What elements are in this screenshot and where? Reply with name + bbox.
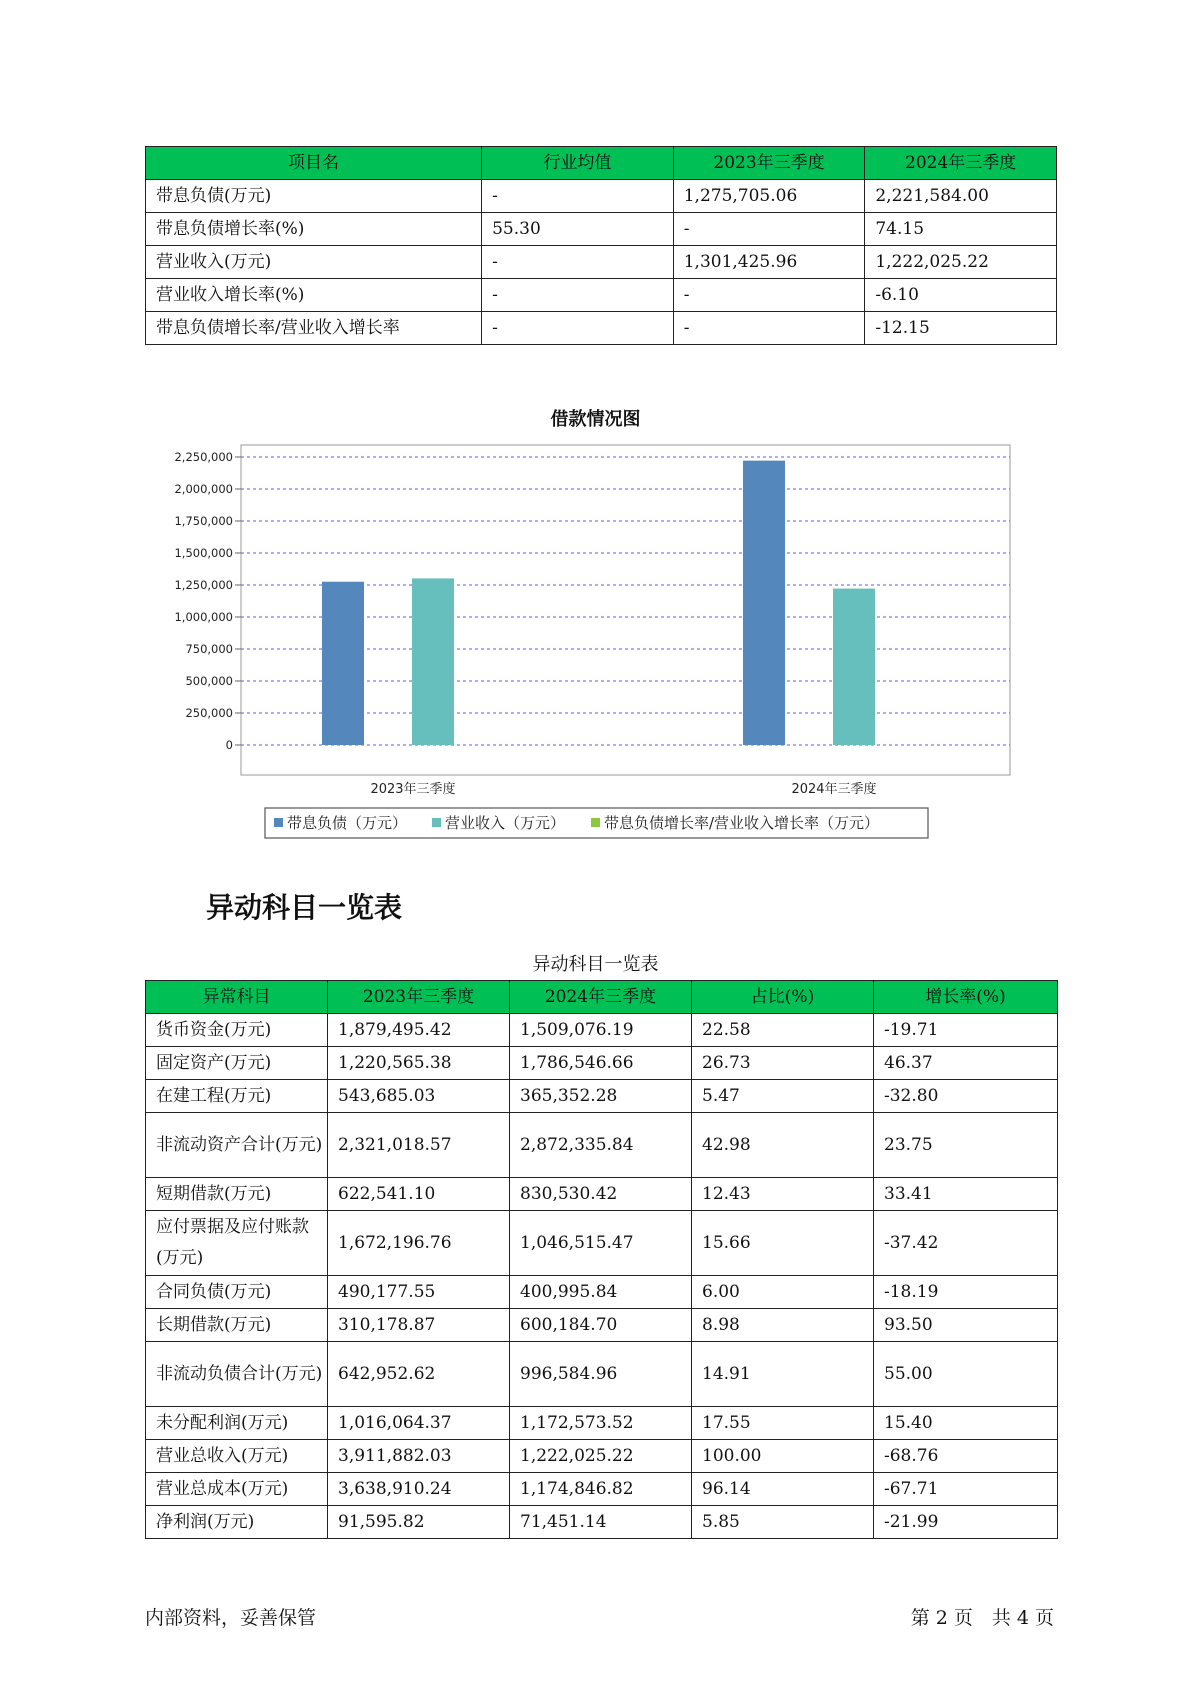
table-cell: 100.00 xyxy=(692,1440,874,1473)
x-category-label: 2024年三季度 xyxy=(791,782,877,797)
table-cell: 营业收入(万元) xyxy=(146,246,482,279)
table-row xyxy=(146,1080,1058,1113)
table-cell: -32.80 xyxy=(874,1080,1058,1113)
table-cell: 应付票据及应付账款(万元) xyxy=(146,1211,328,1276)
legend-swatch xyxy=(274,818,283,827)
table-row xyxy=(146,1276,1058,1309)
table-row xyxy=(146,1014,1058,1047)
legend-label: 带息负债增长率/营业收入增长率（万元） xyxy=(604,814,880,832)
header-cell: 增长率(%) xyxy=(874,981,1058,1014)
table-row xyxy=(146,1113,1058,1178)
table-row xyxy=(146,1047,1058,1080)
chart-title: 借款情况图 xyxy=(550,409,641,430)
x-category-label: 2023年三季度 xyxy=(370,782,456,797)
header-cell: 2023年三季度 xyxy=(328,981,510,1014)
table-cell: 1,879,495.42 xyxy=(328,1014,510,1047)
table-cell: - xyxy=(673,312,865,345)
header-cell: 异常科目 xyxy=(146,981,328,1014)
table-cell: 8.98 xyxy=(692,1309,874,1342)
y-tick-label: 1,750,000 xyxy=(174,514,233,528)
header-cell: 2024年三季度 xyxy=(865,147,1057,180)
table-cell: 55.30 xyxy=(482,213,674,246)
header-cell: 占比(%) xyxy=(692,981,874,1014)
table-cell: 1,016,064.37 xyxy=(328,1407,510,1440)
table-cell: 5.85 xyxy=(692,1506,874,1539)
table-cell: -19.71 xyxy=(874,1014,1058,1047)
page-mid: 页 共 xyxy=(953,1607,1011,1629)
table-cell: 1,174,846.82 xyxy=(510,1473,692,1506)
table-cell: -6.10 xyxy=(865,279,1057,312)
table-cell: -37.42 xyxy=(874,1211,1058,1276)
table-cell: 490,177.55 xyxy=(328,1276,510,1309)
table-cell: 带息负债增长率(%) xyxy=(146,213,482,246)
header-cell: 行业均值 xyxy=(482,147,674,180)
table-cell: 15.40 xyxy=(874,1407,1058,1440)
table-cell: 14.91 xyxy=(692,1342,874,1407)
table-cell: 合同负债(万元) xyxy=(146,1276,328,1309)
y-tick-label: 1,500,000 xyxy=(174,546,233,560)
table-cell: 3,638,910.24 xyxy=(328,1473,510,1506)
y-tick-label: 500,000 xyxy=(185,674,233,688)
table-cell: 2,221,584.00 xyxy=(865,180,1057,213)
table-cell: 长期借款(万元) xyxy=(146,1309,328,1342)
table-cell: 46.37 xyxy=(874,1047,1058,1080)
table-cell: 带息负债(万元) xyxy=(146,180,482,213)
table-cell: 17.55 xyxy=(692,1407,874,1440)
header-cell: 2023年三季度 xyxy=(673,147,865,180)
table-row xyxy=(146,1407,1058,1440)
table-cell: - xyxy=(482,246,674,279)
table-cell: 1,509,076.19 xyxy=(510,1014,692,1047)
legend-label: 营业收入（万元） xyxy=(445,814,566,832)
table-cell: -12.15 xyxy=(865,312,1057,345)
table-cell: 830,530.42 xyxy=(510,1178,692,1211)
table-cell: 22.58 xyxy=(692,1014,874,1047)
y-tick-label: 250,000 xyxy=(185,706,233,720)
table-cell: 货币资金(万元) xyxy=(146,1014,328,1047)
table-cell: 1,301,425.96 xyxy=(673,246,865,279)
header-cell: 2024年三季度 xyxy=(510,981,692,1014)
table-cell: 2,321,018.57 xyxy=(328,1113,510,1178)
table-cell: 短期借款(万元) xyxy=(146,1178,328,1211)
table-row xyxy=(146,1473,1058,1506)
table-cell: 1,222,025.22 xyxy=(865,246,1057,279)
table-cell: 93.50 xyxy=(874,1309,1058,1342)
table-cell: 1,222,025.22 xyxy=(510,1440,692,1473)
bar-revenue-1 xyxy=(833,589,875,745)
table-cell: 营业收入增长率(%) xyxy=(146,279,482,312)
table-cell: 1,672,196.76 xyxy=(328,1211,510,1276)
table-cell: 1,172,573.52 xyxy=(510,1407,692,1440)
table-cell: -67.71 xyxy=(874,1473,1058,1506)
anomaly-table-body xyxy=(146,1014,1058,1539)
table-cell: 71,451.14 xyxy=(510,1506,692,1539)
table-cell: -68.76 xyxy=(874,1440,1058,1473)
y-tick-label: 750,000 xyxy=(185,642,233,656)
bar-revenue-0 xyxy=(412,578,454,745)
table-cell: 42.98 xyxy=(692,1113,874,1178)
table-cell: 营业总成本(万元) xyxy=(146,1473,328,1506)
anomaly-table xyxy=(145,980,1058,1539)
table-cell: 622,541.10 xyxy=(328,1178,510,1211)
table-cell: 74.15 xyxy=(865,213,1057,246)
table-cell: 未分配利润(万元) xyxy=(146,1407,328,1440)
table-cell: - xyxy=(482,279,674,312)
page-prefix: 第 xyxy=(910,1607,930,1629)
table-cell: 1,046,515.47 xyxy=(510,1211,692,1276)
table-cell: - xyxy=(482,312,674,345)
y-tick-label: 2,000,000 xyxy=(174,482,233,496)
table-cell: 600,184.70 xyxy=(510,1309,692,1342)
table-cell: 营业总收入(万元) xyxy=(146,1440,328,1473)
table-cell: 固定资产(万元) xyxy=(146,1047,328,1080)
table-cell: - xyxy=(673,279,865,312)
bar-interest-debt-0 xyxy=(322,582,364,745)
footer-confidential-note: 内部资料，妥善保管 xyxy=(145,1607,317,1629)
table-cell: 15.66 xyxy=(692,1211,874,1276)
table-cell: -18.19 xyxy=(874,1276,1058,1309)
table-cell: 净利润(万元) xyxy=(146,1506,328,1539)
table-cell: 非流动负债合计(万元) xyxy=(146,1342,328,1407)
footer-page-number xyxy=(908,1603,1057,1630)
table-cell: 91,595.82 xyxy=(328,1506,510,1539)
table-cell: -21.99 xyxy=(874,1506,1058,1539)
table-row xyxy=(146,1440,1058,1473)
page-total: 4 xyxy=(1016,1607,1029,1629)
table-cell: 12.43 xyxy=(692,1178,874,1211)
table-cell: 在建工程(万元) xyxy=(146,1080,328,1113)
legend-swatch xyxy=(591,818,600,827)
header-cell: 项目名 xyxy=(146,147,482,180)
table-cell: 6.00 xyxy=(692,1276,874,1309)
table-cell: 3,911,882.03 xyxy=(328,1440,510,1473)
legend-swatch xyxy=(432,818,441,827)
table-caption: 异动科目一览表 xyxy=(532,954,659,975)
table-cell: 非流动资产合计(万元) xyxy=(146,1113,328,1178)
table-cell: 带息负债增长率/营业收入增长率 xyxy=(146,312,482,345)
table-row xyxy=(146,1178,1058,1211)
table-cell: 310,178.87 xyxy=(328,1309,510,1342)
table-cell: 642,952.62 xyxy=(328,1342,510,1407)
bar-interest-debt-1 xyxy=(743,461,785,745)
y-tick-label: 0 xyxy=(225,738,233,752)
table-cell: 543,685.03 xyxy=(328,1080,510,1113)
legend-label: 带息负债（万元） xyxy=(287,814,408,832)
page-suffix: 页 xyxy=(1034,1607,1054,1629)
table-cell: - xyxy=(673,213,865,246)
y-tick-label: 2,250,000 xyxy=(174,450,233,464)
table-row xyxy=(146,1342,1058,1407)
table-cell: 400,995.84 xyxy=(510,1276,692,1309)
table-cell: 23.75 xyxy=(874,1113,1058,1178)
table-cell: 1,275,705.06 xyxy=(673,180,865,213)
table-row xyxy=(146,1506,1058,1539)
table-cell: 55.00 xyxy=(874,1342,1058,1407)
table-cell: 365,352.28 xyxy=(510,1080,692,1113)
section-title: 异动科目一览表 xyxy=(206,891,403,924)
table-cell: - xyxy=(482,180,674,213)
page-current: 2 xyxy=(935,1607,948,1629)
y-tick-label: 1,250,000 xyxy=(174,578,233,592)
table-cell: 996,584.96 xyxy=(510,1342,692,1407)
table-row xyxy=(146,1309,1058,1342)
table-cell: 1,786,546.66 xyxy=(510,1047,692,1080)
y-tick-label: 1,000,000 xyxy=(174,610,233,624)
table-cell: 2,872,335.84 xyxy=(510,1113,692,1178)
table-cell: 1,220,565.38 xyxy=(328,1047,510,1080)
table-row xyxy=(146,1211,1058,1276)
table-cell: 26.73 xyxy=(692,1047,874,1080)
table-cell: 5.47 xyxy=(692,1080,874,1113)
table-cell: 33.41 xyxy=(874,1178,1058,1211)
table-header-row xyxy=(146,981,1058,1014)
table-cell: 96.14 xyxy=(692,1473,874,1506)
